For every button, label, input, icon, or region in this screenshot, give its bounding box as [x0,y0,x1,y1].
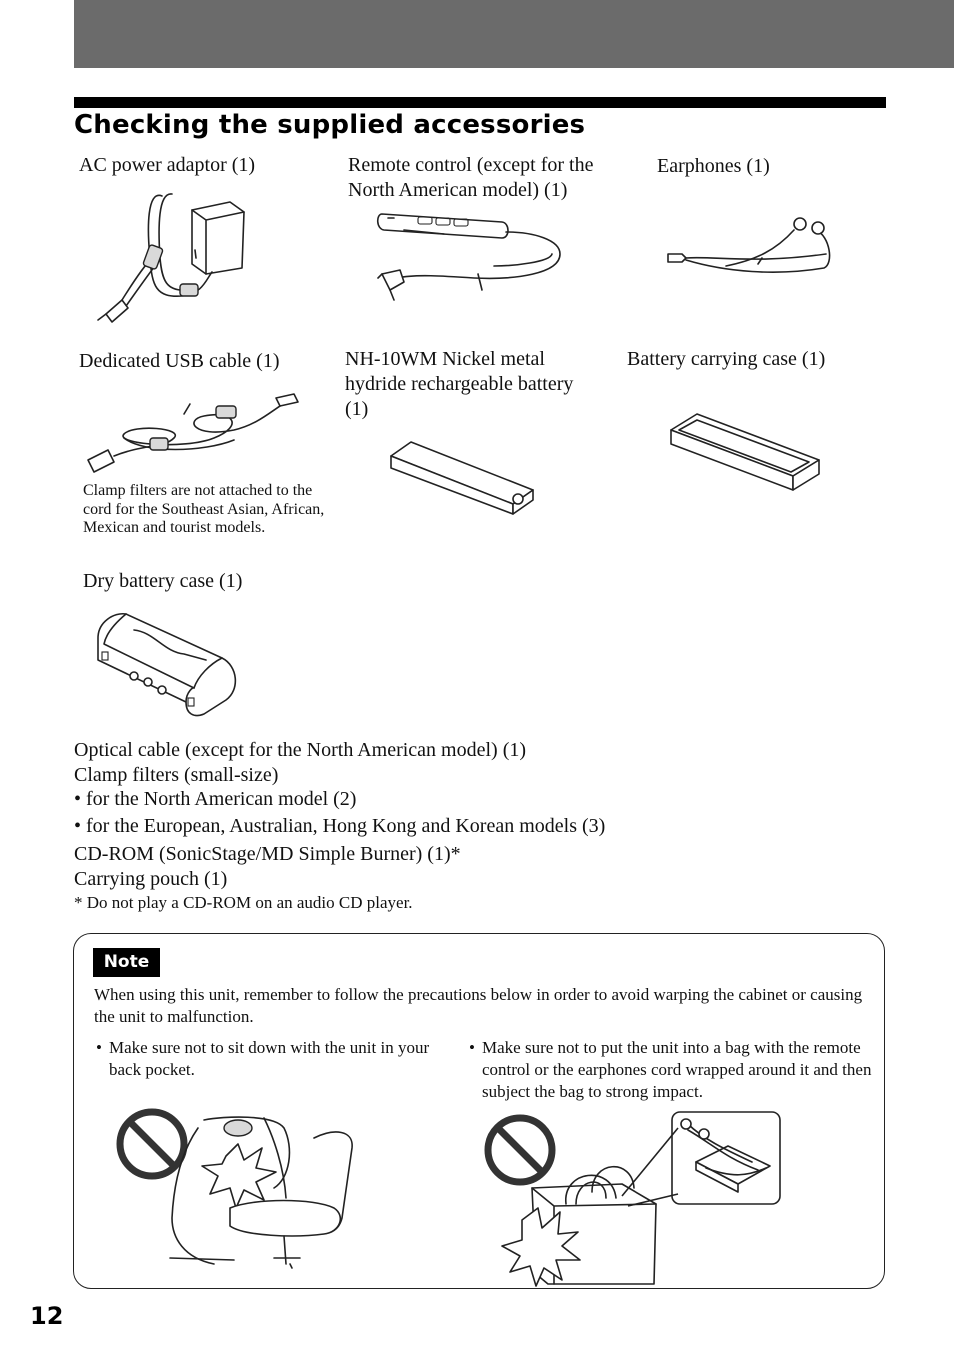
ac-adaptor-label: AC power adaptor (1) [79,154,256,176]
clamp-filters-bullet-north-america: • for the North American model (2) [74,788,357,810]
usb-cable-label: Dedicated USB cable (1) [79,350,280,372]
bullet-icon: • [96,1038,102,1057]
cdrom-footnote: * Do not play a CD-ROM on an audio CD player. [74,893,413,912]
remote-control-label: Remote control (except for the North American model) (1) [348,154,594,201]
clamp-filters-item: Clamp filters (small-size) [74,764,279,786]
note-badge: Note [93,948,160,977]
battery-icon [387,438,537,516]
earphones-label: Earphones (1) [657,155,770,177]
prohibited-icon [488,1118,552,1182]
optical-cable-item: Optical cable (except for the North American model) (1) [74,739,527,761]
usb-cable-icon [84,394,300,474]
caution-bag-impact: Make sure not to put the unit into a bag with the remote control or the earphones cord wrapped around it and then subject the bag to strong impact. [482,1038,872,1101]
section-title: Checking the supplied accessories [74,110,586,140]
dry-battery-case-icon [94,610,240,718]
carrying-pouch-item: Carrying pouch (1) [74,868,228,890]
page-number: 12 [30,1302,64,1330]
bag-impact-illustration [482,1108,787,1288]
caution-back-pocket: Make sure not to sit down with the unit in your back pocket. [109,1038,430,1079]
usb-clamp-note: Clamp filters are not attached to the cord for the Southeast Asian, African, Mexican and tourist models. [83,482,325,536]
earphones-icon [666,214,836,284]
battery-label: NH-10WM Nickel metal hydride rechargeable battery (1) [345,348,574,420]
cdrom-item: CD-ROM (SonicStage/MD Simple Burner) (1)* [74,843,461,865]
battery-case-icon [667,410,823,492]
ac-adaptor-icon [92,188,252,330]
note-intro: When using this unit, remember to follow the precautions below in order to avoid warping the cabinet or causing the unit to malfunction. [94,985,863,1026]
dry-battery-case-label: Dry battery case (1) [83,570,243,592]
remote-control-icon [374,208,564,304]
battery-case-label: Battery carrying case (1) [627,348,826,370]
title-rule [74,97,886,108]
prohibited-icon [120,1112,184,1176]
header-band [74,0,954,68]
back-pocket-illustration [114,1108,394,1268]
clamp-filters-bullet-other-regions: • for the European, Australian, Hong Kong and Korean models (3) [74,815,606,837]
bullet-icon: • [469,1038,475,1057]
